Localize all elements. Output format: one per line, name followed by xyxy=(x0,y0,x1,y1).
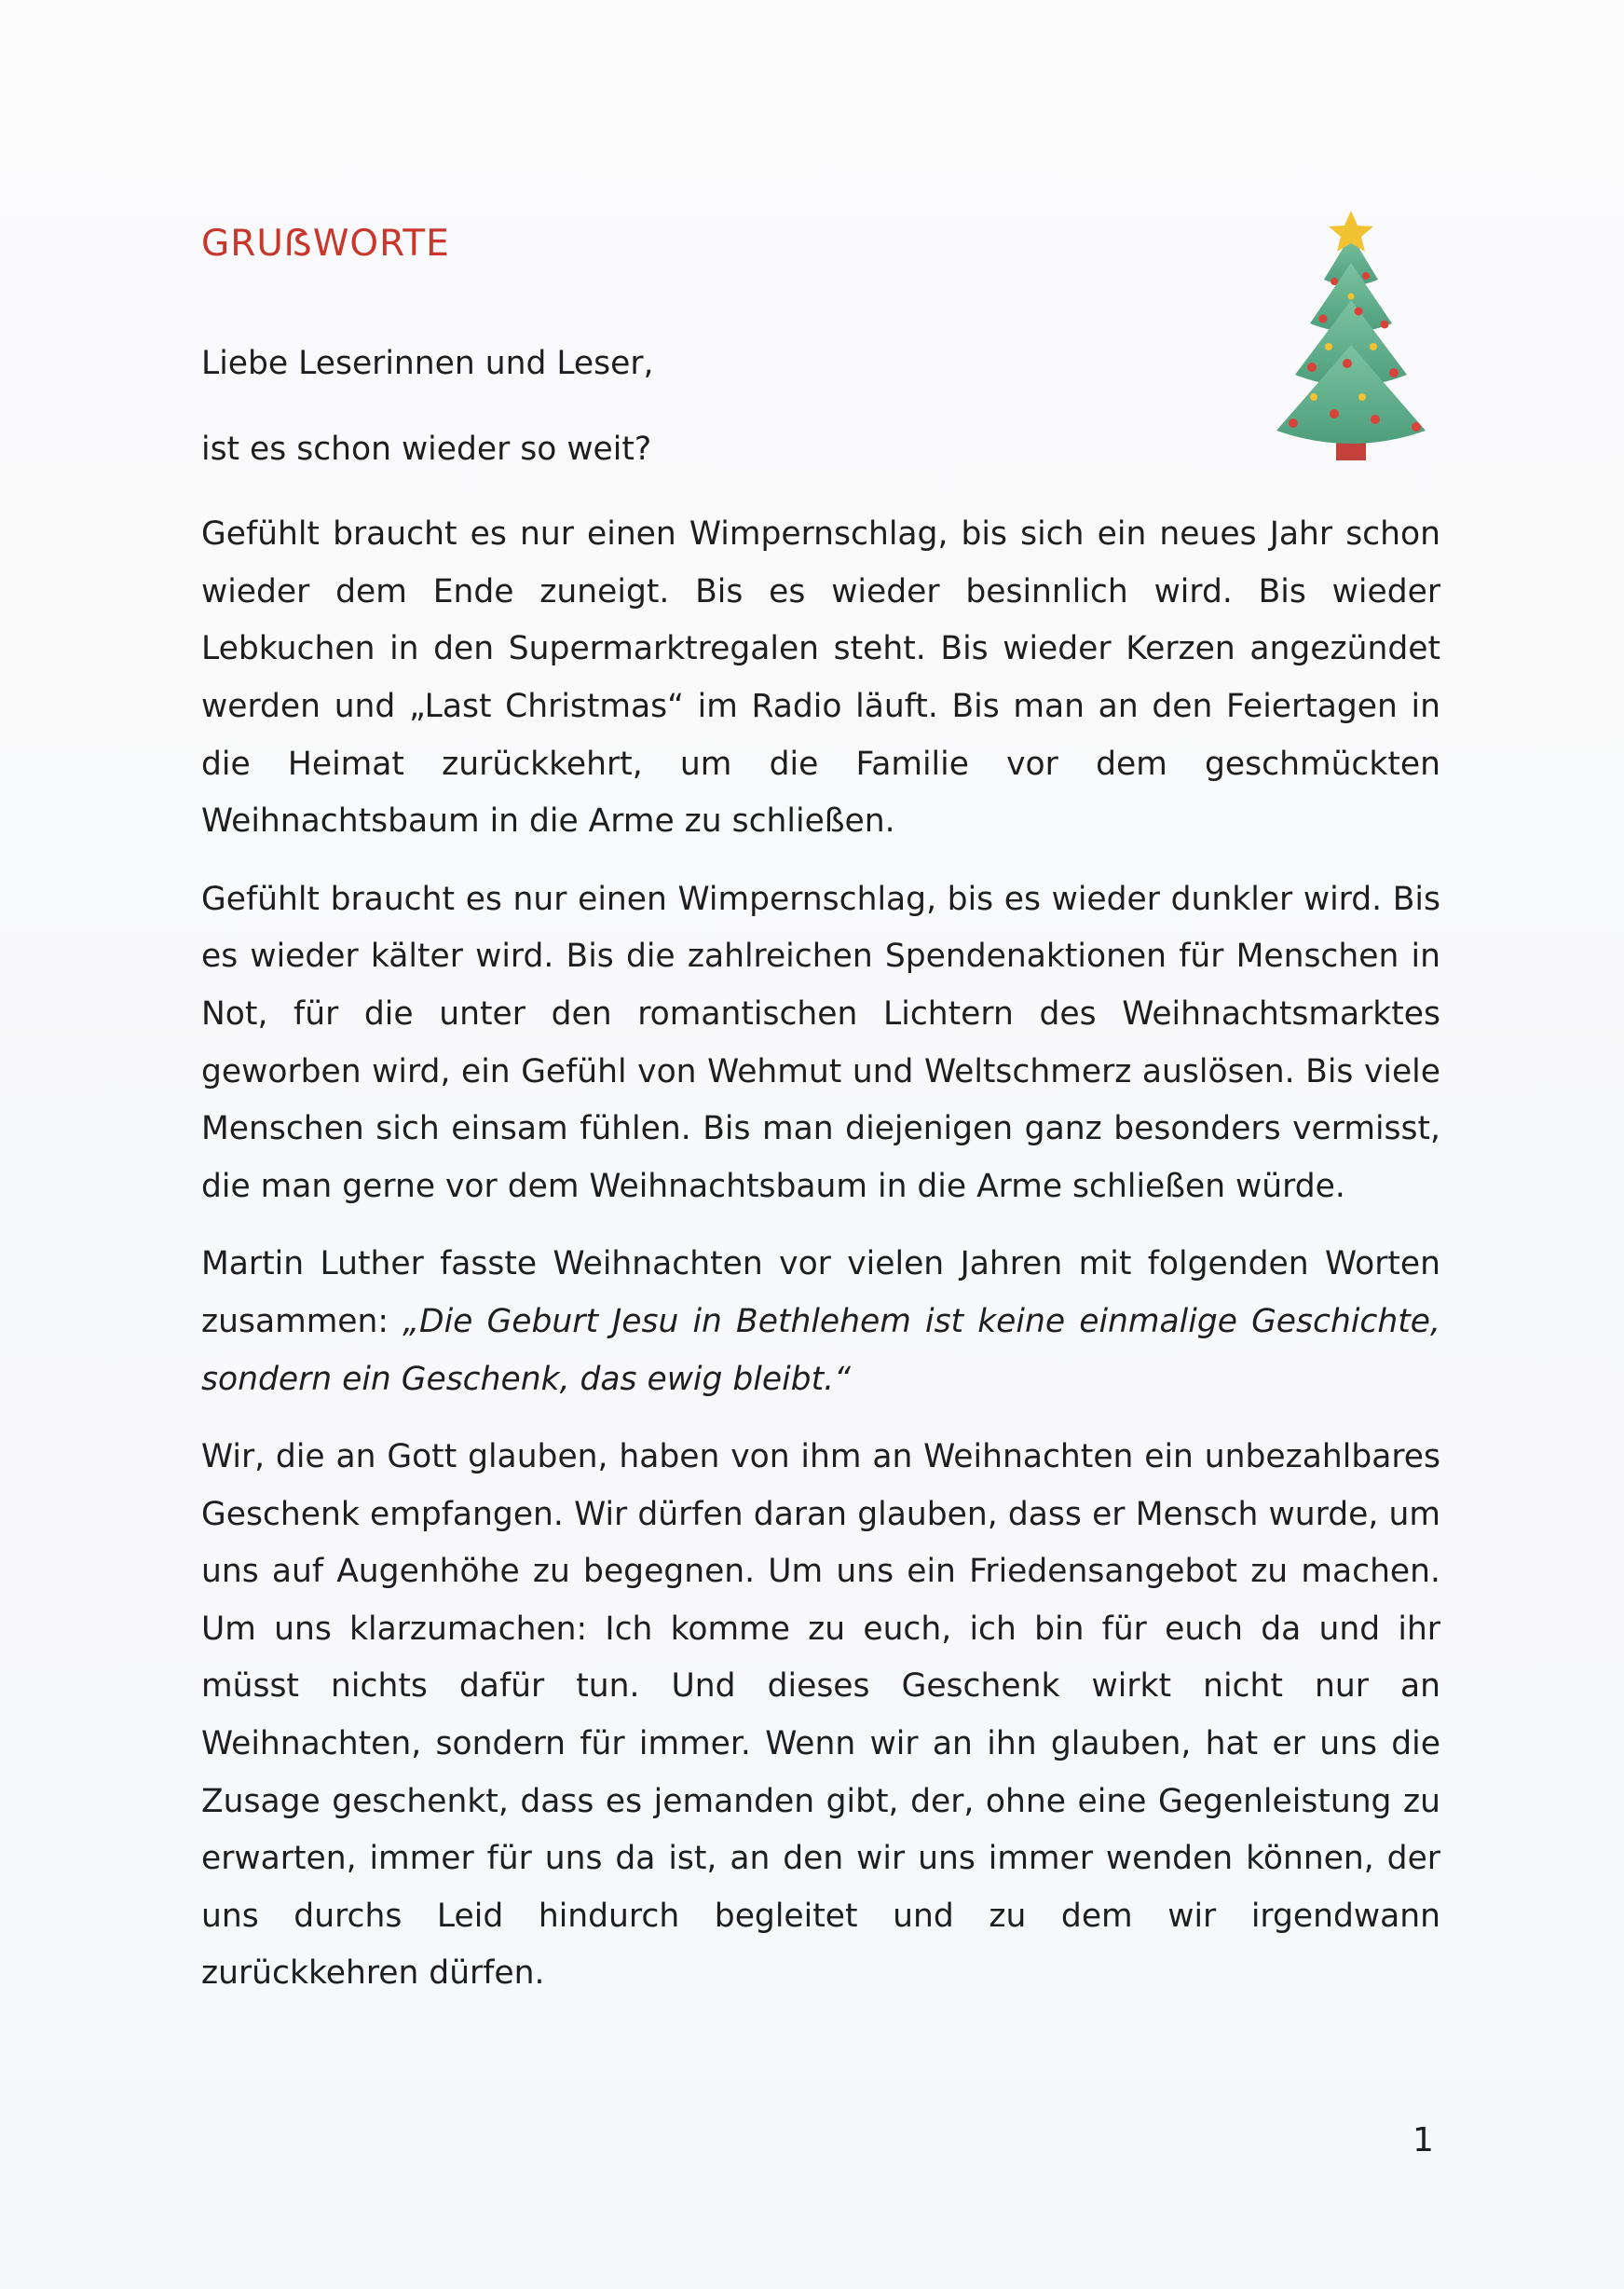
question-text: ist es schon wieder so weit? xyxy=(201,430,652,468)
page-number: 1 xyxy=(1412,2121,1434,2159)
paragraph-2: Gefühlt braucht es nur einen Wimpernschlag, bis es wieder dunkler wird. Bis es wieder kälter wird. Bis die zahlreichen Spendenaktionen für Menschen in Not, für die unter den romantischen Lichtern des Weihnachtsmarktes geworben wird, ein Gefühl von Wehmut und Weltschmerz auslösen. Bis viele Menschen sich einsam fühlen. Bis man diejenigen ganz besonders vermisst, die man gerne vor dem Weihnachtsbaum in die Arme schließen würde. xyxy=(201,880,1440,1205)
paragraph-1: Gefühlt braucht es nur einen Wimpernschlag, bis sich ein neues Jahr schon wieder dem Ende zuneigt. Bis es wieder besinnlich wird. Bis wieder Lebkuchen in den Supermarktregalen steht. Bis wieder Kerzen angezündet werden und „Last Christmas“ im Radio läuft. Bis man an den Feiertagen in die Heimat zurückkehrt, um die Familie vor dem geschmückten Weihnachtsbaum in die Arme zu schließen. xyxy=(201,515,1440,841)
paragraph-3-intro: Martin Luther fasste Weihnachten vor vielen Jahren mit folgenden Worten zusammen: xyxy=(201,1245,1440,1340)
luther-quote: „Die Geburt Jesu in Bethlehem ist keine einmalige Geschichte, sondern ein Geschenk, das ewig bleibt.“ xyxy=(201,1302,1440,1398)
greeting-text: Liebe Leserinnen und Leser, xyxy=(201,345,654,382)
paragraph-3 xyxy=(201,1236,1440,1408)
page-heading: GRUẞWORTE xyxy=(201,223,450,265)
main-content xyxy=(201,220,1440,2023)
paragraph-4: Wir, die an Gott glauben, haben von ihm an Weihnachten ein unbezahlbares Geschenk empfangen. Wir dürfen daran glauben, dass er Mensch wurde, um uns auf Augenhöhe zu begegnen. Um uns ein Friedensangebot zu machen. Um uns klarzumachen: Ich komme zu euch, ich bin für euch da und ihr müsst nichts dafür tun. Und dieses Geschenk wirkt nicht nur an Weihnachten, sondern für immer. Wenn wir an ihn glauben, hat er uns die Zusage geschenkt, dass es jemanden gibt, der, ohne eine Gegenleistung zu erwarten, immer für uns da ist, an den wir uns immer wenden können, der uns durchs Leid hindurch begleitet und zu dem wir irgendwann zurückkehren dürfen. xyxy=(201,1438,1440,1993)
